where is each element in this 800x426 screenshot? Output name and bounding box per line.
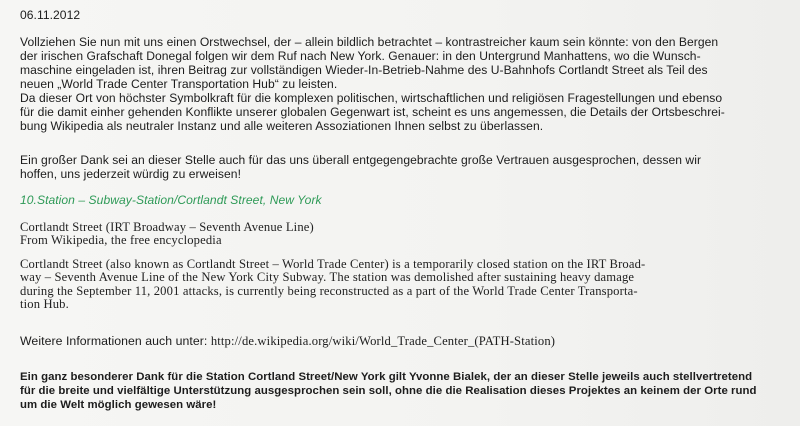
thanks-paragraph xyxy=(20,153,784,181)
wikipedia-title: Cortlandt Street (IRT Broadway – Seventh Avenue Line) xyxy=(20,220,314,234)
wikipedia-heading xyxy=(20,221,784,248)
excerpt-line: tion Hub. xyxy=(20,297,69,312)
credit-line: Ein ganz besonderer Dank für die Station Cortland Street/New York gilt Yvonne Bialek, der an dieser Stelle jeweils auch stellvertretend xyxy=(20,371,753,383)
thanks-line: hoffen, uns jederzeit würdig zu erweisen! xyxy=(20,167,241,181)
wikipedia-source: From Wikipedia, the free encyclopedia xyxy=(20,233,222,248)
intro-line: der irischen Grafschaft Donegal folgen wir dem Ruf nach New York. Genauer: in den Untergrund Manhattens, wo die Wunsch- xyxy=(20,49,701,63)
intro-paragraph xyxy=(20,35,784,133)
wikipedia-excerpt xyxy=(20,258,784,312)
intro-line: Vollziehen Sie nun mit uns einen Orstwechsel, der – allein bildlich betrachtet – kontrastreicher kaum sein könnte: von den Bergen xyxy=(20,35,719,49)
intro-line: neuen „World Trade Center Transportation Hub“ zu leisten. xyxy=(20,77,338,91)
excerpt-line: way – Seventh Avenue Line of the New York City Subway. The station was demolished after sustaining heavy damage xyxy=(20,270,635,285)
intro-line: bung Wikipedia als neutraler Instanz und alle weiteren Assoziationen Ihnen selbst zu überlassen. xyxy=(20,119,544,133)
credit-line: für die breite und vielfältige Unterstützung ausgesprochen sein soll, ohne die die Realisation dieses Projektes an keinem der Orte rund xyxy=(20,385,757,397)
credit-paragraph xyxy=(20,370,784,412)
intro-line: maschine eingeladen ist, ihren Beitrag zur vollständigen Wieder-In-Betrieb-Nahme des U-Bahnhofs Cortlandt Street als Teil des xyxy=(20,63,708,77)
excerpt-line: during the September 11, 2001 attacks, is currently being reconstructed as a part of the World Trade Center Transporta- xyxy=(20,283,638,298)
document-date: 06.11.2012 xyxy=(20,8,81,22)
more-info-line xyxy=(20,334,784,348)
station-heading: 10.Station – Subway-Station/Cortlandt Street, New York xyxy=(20,193,322,207)
excerpt-line: Cortlandt Street (also known as Cortlandt Street – World Trade Center) is a temporarily closed station on the IRT Broad- xyxy=(20,257,646,271)
credit-line: um die Welt möglich gewesen wäre! xyxy=(20,399,217,411)
intro-line: für die damit einher gehenden Konflikte unserer globalen Gegenwart ist, scheint es uns angemessen, die Details der Ortsbeschrei- xyxy=(20,105,725,119)
more-info-link[interactable]: http://de.wikipedia.org/wiki/World_Trade_Center_(PATH-Station) xyxy=(210,334,556,348)
thanks-line: Ein großer Dank sei an dieser Stelle auch für das uns überall entgegengebrachte große Vertrauen ausgesprochen, dessen wir xyxy=(20,153,702,167)
more-info-label: Weitere Informationen auch unter: xyxy=(20,334,211,348)
intro-line: Da dieser Ort von höchster Symbolkraft für die komplexen politischen, wirtschaftlichen und religiösen Fragestellungen und ebenso xyxy=(20,91,723,105)
